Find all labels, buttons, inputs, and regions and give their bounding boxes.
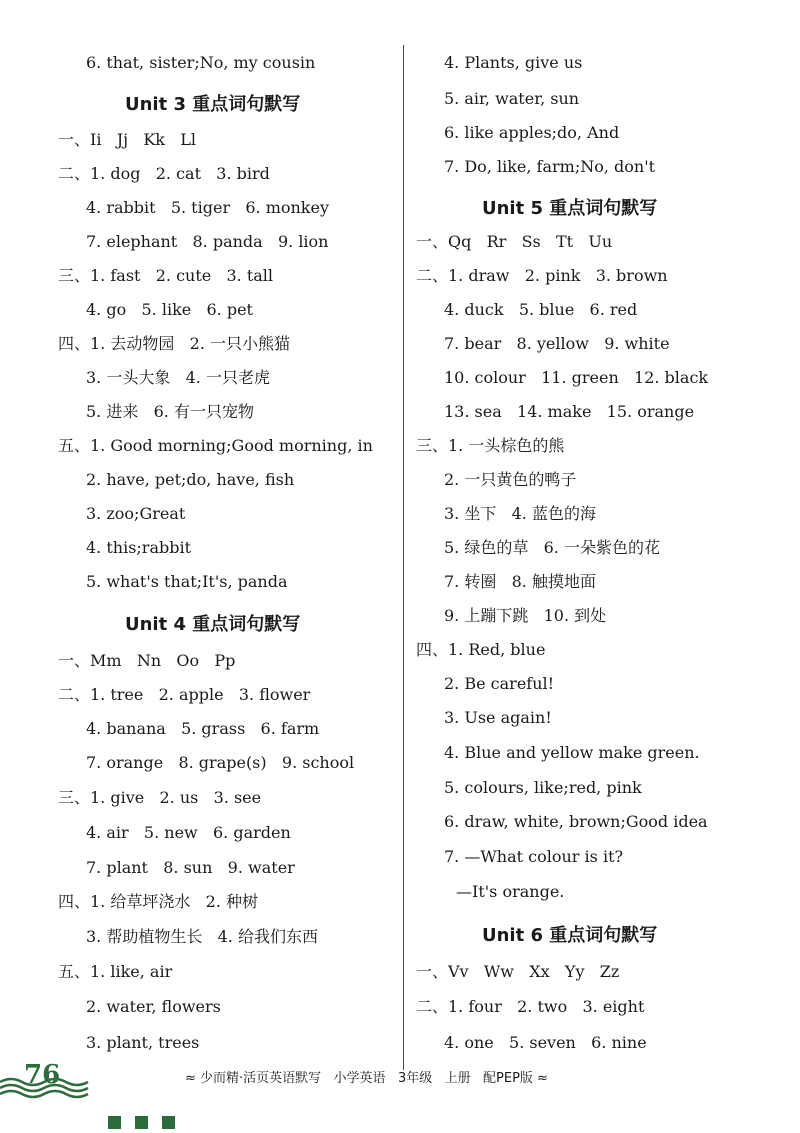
answer-line: 3. Use again! xyxy=(444,708,552,727)
column-divider xyxy=(403,45,404,1070)
intro-line: 5. air, water, sun xyxy=(444,89,580,108)
answer-line: 4. duck 5. blue 6. red xyxy=(444,300,638,319)
wave-decoration-icon xyxy=(0,1070,90,1100)
square-icon xyxy=(108,1116,121,1129)
answer-line: 7. orange 8. grape(s) 9. school xyxy=(86,753,355,772)
answer-line: 2. Be careful! xyxy=(444,674,555,693)
answer-line: 5. 进来 6. 有一只宠物 xyxy=(86,402,254,421)
answer-line: 四、1. 给草坪浇水 2. 种树 xyxy=(58,892,258,911)
answer-line: 2. 一只黄色的鸭子 xyxy=(444,470,577,489)
answer-line: 三、1. fast 2. cute 3. tall xyxy=(58,266,274,285)
intro-line: 4. Plants, give us xyxy=(444,53,583,72)
footer-squares xyxy=(108,1114,189,1133)
answer-line: 三、1. 一头棕色的熊 xyxy=(416,436,565,455)
answer-line: 五、1. like, air xyxy=(58,962,173,981)
answer-line: 4. go 5. like 6. pet xyxy=(86,300,253,319)
answer-line: 4. banana 5. grass 6. farm xyxy=(86,719,320,738)
unit4-heading: Unit 4 重点词句默写 xyxy=(125,614,301,635)
answer-line: 一、Mm Nn Oo Pp xyxy=(58,651,236,670)
page-number: 76 xyxy=(24,1060,61,1090)
answer-line: 一、Vv Ww Xx Yy Zz xyxy=(416,962,620,981)
answer-line: 一、Ii Jj Kk Ll xyxy=(58,130,196,149)
answer-line: 10. colour 11. green 12. black xyxy=(444,368,709,387)
intro-line: 7. Do, like, farm;No, don't xyxy=(444,157,656,176)
answer-line: 二、1. dog 2. cat 3. bird xyxy=(58,164,270,183)
answer-line: 7. plant 8. sun 9. water xyxy=(86,858,295,877)
answer-line: 5. what's that;It's, panda xyxy=(86,572,288,591)
answer-line: 3. zoo;Great xyxy=(86,504,186,523)
answer-line: 四、1. 去动物园 2. 一只小熊猫 xyxy=(58,334,290,353)
answer-line: 3. 一头大象 4. 一只老虎 xyxy=(86,368,270,387)
answer-line: 4. air 5. new 6. garden xyxy=(86,823,291,842)
answer-line: 13. sea 14. make 15. orange xyxy=(444,402,695,421)
unit5-heading: Unit 5 重点词句默写 xyxy=(482,198,658,219)
answer-line: 3. 帮助植物生长 4. 给我们东西 xyxy=(86,927,318,946)
answer-line: 4. Blue and yellow make green. xyxy=(444,743,700,762)
answer-line: —It's orange. xyxy=(456,882,565,901)
answer-line: 4. this;rabbit xyxy=(86,538,192,557)
answer-line: 5. 绿色的草 6. 一朵紫色的花 xyxy=(444,538,660,557)
answer-line: 2. have, pet;do, have, fish xyxy=(86,470,295,489)
answer-line: 五、1. Good morning;Good morning, in xyxy=(58,436,373,455)
answer-line: 一、Qq Rr Ss Tt Uu xyxy=(416,232,613,251)
answer-line: 9. 上蹦下跳 10. 到处 xyxy=(444,606,607,625)
answer-line: 三、1. give 2. us 3. see xyxy=(58,788,262,807)
answer-line: 四、1. Red, blue xyxy=(416,640,546,659)
answer-line: 4. one 5. seven 6. nine xyxy=(444,1033,647,1052)
answer-line: 7. 转圈 8. 触摸地面 xyxy=(444,572,596,591)
answer-line: 6. draw, white, brown;Good idea xyxy=(444,812,708,831)
unit3-heading: Unit 3 重点词句默写 xyxy=(125,94,301,115)
unit6-heading: Unit 6 重点词句默写 xyxy=(482,925,658,946)
answer-line: 5. colours, like;red, pink xyxy=(444,778,642,797)
answer-line: 3. plant, trees xyxy=(86,1033,200,1052)
square-icon xyxy=(135,1116,148,1129)
answer-line: 二、1. four 2. two 3. eight xyxy=(416,997,645,1016)
footer-book-title: ≈ 少而精·活页英语默写 小学英语 3年级 上册 配PEP版 ≈ xyxy=(185,1071,548,1086)
answer-line: 2. water, flowers xyxy=(86,997,221,1016)
answer-line: 7. —What colour is it? xyxy=(444,847,624,866)
answer-line: 4. rabbit 5. tiger 6. monkey xyxy=(86,198,330,217)
answer-line: 二、1. draw 2. pink 3. brown xyxy=(416,266,668,285)
intro-line: 6. like apples;do, And xyxy=(444,123,620,142)
answer-line: 二、1. tree 2. apple 3. flower xyxy=(58,685,311,704)
square-icon xyxy=(162,1116,175,1129)
intro-line: 6. that, sister;No, my cousin xyxy=(86,53,316,72)
answer-line: 7. bear 8. yellow 9. white xyxy=(444,334,670,353)
answer-line: 7. elephant 8. panda 9. lion xyxy=(86,232,329,251)
answer-line: 3. 坐下 4. 蓝色的海 xyxy=(444,504,596,523)
